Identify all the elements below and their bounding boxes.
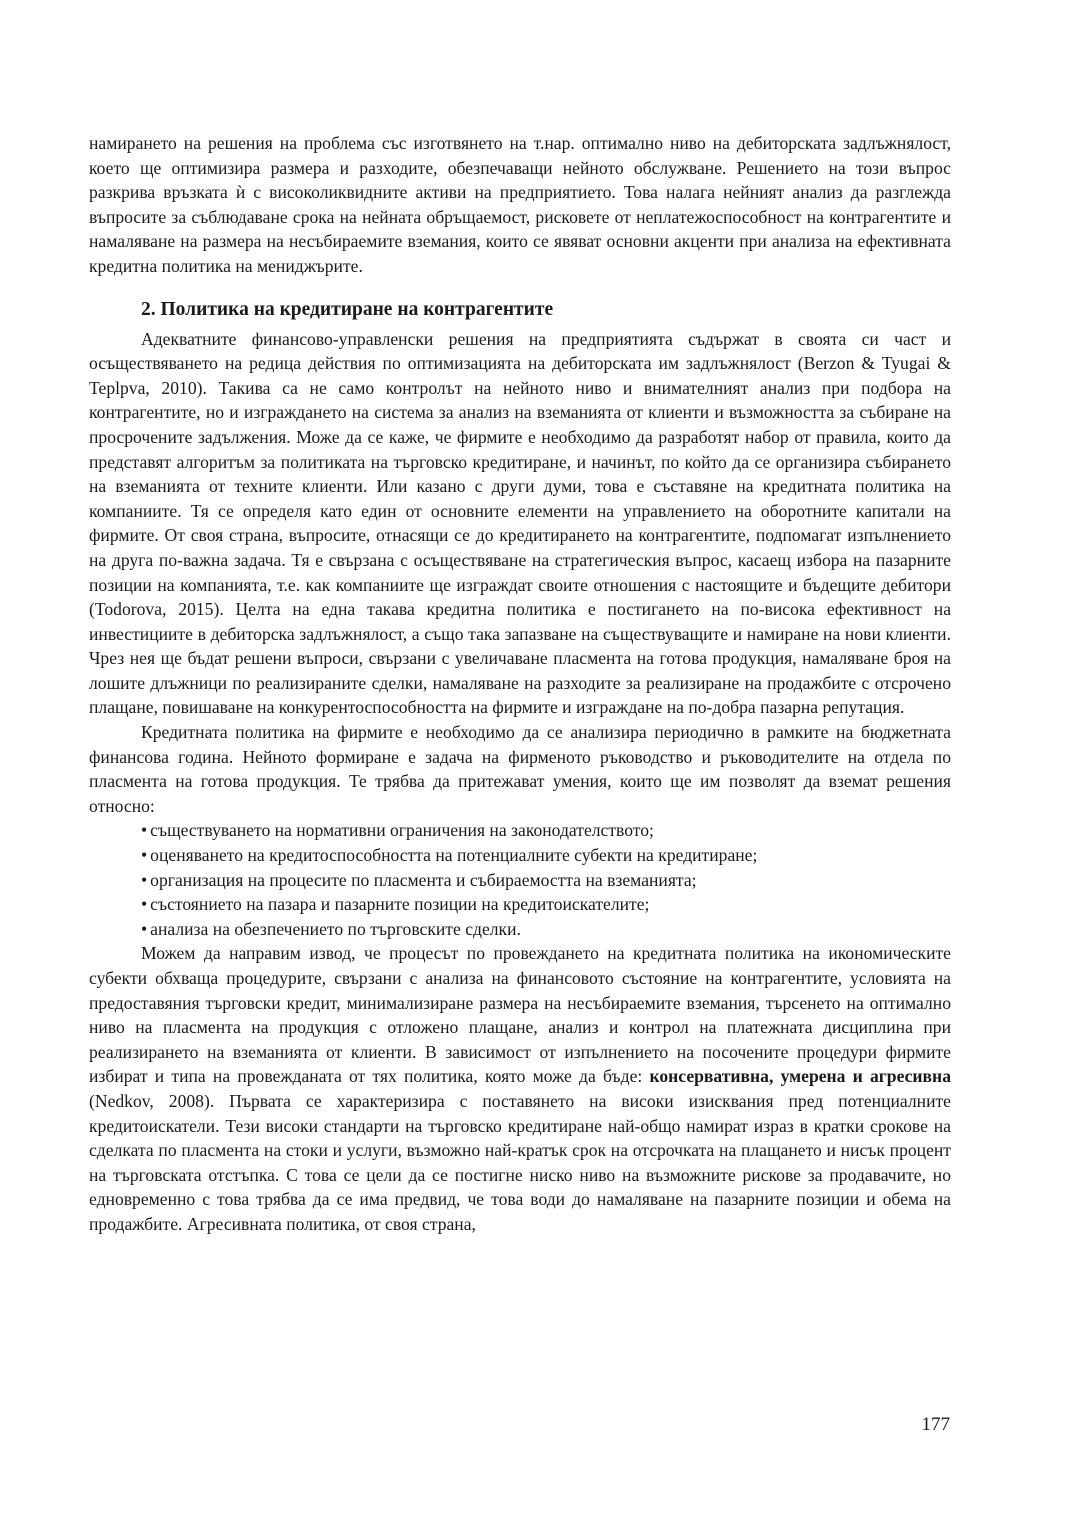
list-item-text: съществуването на нормативни ограничения на законодателството;	[150, 820, 654, 841]
policy-types-bold: консервативна, умерена и агресивна	[649, 1066, 951, 1087]
bullet-icon: •	[141, 918, 148, 939]
list-item-text: оценяването на кредитоспособността на потенциалните субекти на кредитиране;	[150, 845, 758, 866]
bullet-icon: •	[141, 845, 148, 866]
paragraph-1: Адекватните финансово-управленски решения на предприятията съдържат в своята си част и осъществяването на редица действия по оптимизацията на дебиторската им задлъжнялост (Berzon & Tyugai & Teplpva, 2010). Такива са не само контролът на нейното ниво и внимателният анализ при подбора на контрагентите, но и изграждането на система за анализ на вземанията от клиенти и възможността за събиране на просрочените задължения. Може да се каже, че фирмите е необходимо да разработят набор от правила, които да представят алгоритъм за политиката на търговско кредитиране, и начинът, по който да се организира събирането на вземанията от техните клиенти. Или казано с други думи, това е съставяне на кредитната политика на компаниите. Тя се определя като един от основните елементи на управлението на оборотните капитали на фирмите. От своя страна, въпросите, отнасящи се до кредитирането на контрагентите, подпомагат изпълнението на друга по-важна задача. Тя е свързана с осъществяване на стратегическия въпрос, касаещ избора на пазарните позиции на компанията, т.е. как компаниите ще изграждат своите отношения с настоящите и бъдещите дебитори (Todorova, 2015). Целта на една такава кредитна политика е постигането на по-висока ефективност на инвестициите в дебиторска задлъжнялост, а също така запазване на съществуващите и намиране на нови клиенти. Чрез нея ще бъдат решени въпроси, свързани с увеличаване пласмента на готова продукция, намаляване броя на лошите длъжници по реализираните сделки, намаляване на разходите за реализиране на продажбите с отсрочено плащане, повишаване на конкурентоспособността на фирмите и изграждане на по-добра пазарна репутация.	[89, 328, 951, 718]
paragraph-2: Кредитната политика на фирмите е необходимо да се анализира периодично в рамките на бюджетната финансова година. Нейното формиране е задача на фирменото ръководство и ръководителите на отдела по пласмента на готова продукция. Те трябва да притежават умения, които ще им позволят да вземат решения относно:	[89, 722, 951, 816]
bullet-icon: •	[141, 820, 148, 841]
list-item	[141, 892, 951, 917]
list-item	[141, 917, 951, 942]
paragraph-3-end: (Nedkov, 2008). Първата се характеризира с поставянето на високи изисквания пред потенциалните кредитоискатели. Тези високи стандарти на търговско кредитиране най-общо намират израз в кратки срокове на сделката по пласмента на стоки и услуги, възможно най-кратък срок на отсрочката на плащането и нисък процент на търговската отстъпка. С това се цели да се постигне ниско ниво на възможните рискове за продавачите, но едновременно с това трябва да се има предвид, че това води до намаляване на пазарните позиции и обема на продажбите. Агресивната политика, от своя страна,	[89, 1090, 951, 1234]
list-item-text: организация на процесите по пласмента и събираемостта на вземанията;	[150, 869, 697, 890]
paragraph-3	[89, 941, 951, 1236]
page-content	[89, 131, 951, 1237]
list-item	[141, 868, 951, 893]
bullet-icon: •	[141, 869, 148, 890]
bullet-icon: •	[141, 894, 148, 915]
list-item	[141, 818, 951, 843]
paragraph-3-start: Можем да направим извод, че процесът по провеждането на кредитната политика на икономическите субекти обхваща процедурите, свързани с анализа на финансовото състояние на контрагентите, условията на предоставяния търговски кредит, минимализиране размера на несъбираемите вземания, търсенето на оптимално ниво на пласмента на продукция с отложено плащане, анализ и контрол на платежната дисциплина при реализирането на вземанията от клиенти. В зависимост от изпълнението на посочените процедури фирмите избират и типа на провежданата от тях политика, която може да бъде:	[89, 943, 951, 1087]
page-number: 177	[921, 1414, 950, 1435]
paragraph-continued: намирането на решения на проблема със изготвянето на т.нар. оптимално ниво на дебиторската задлъжнялост, което ще оптимизира размера и разходите, обезпечаващи нейното обслужване. Решението на този въпрос разкрива връзката ѝ с високоликвидните активи на предприятието. Това налага нейният анализ да разглежда въпросите за съблюдаване срока на нейната обръщаемост, рисковете от неплатежоспособност на контрагентите и намаляване на размера на несъбираемите вземания, които се явяват основни акценти при анализа на ефективната кредитна политика на мениджърите.	[89, 133, 951, 276]
section-heading: 2. Политика на кредитиране на контрагентите	[141, 298, 554, 320]
list-item	[141, 843, 951, 868]
list-item-text: анализа на обезпечението по търговските сделки.	[150, 918, 521, 939]
bullet-list	[89, 818, 951, 941]
list-item-text: състоянието на пазара и пазарните позиции на кредитоискателите;	[150, 894, 650, 915]
